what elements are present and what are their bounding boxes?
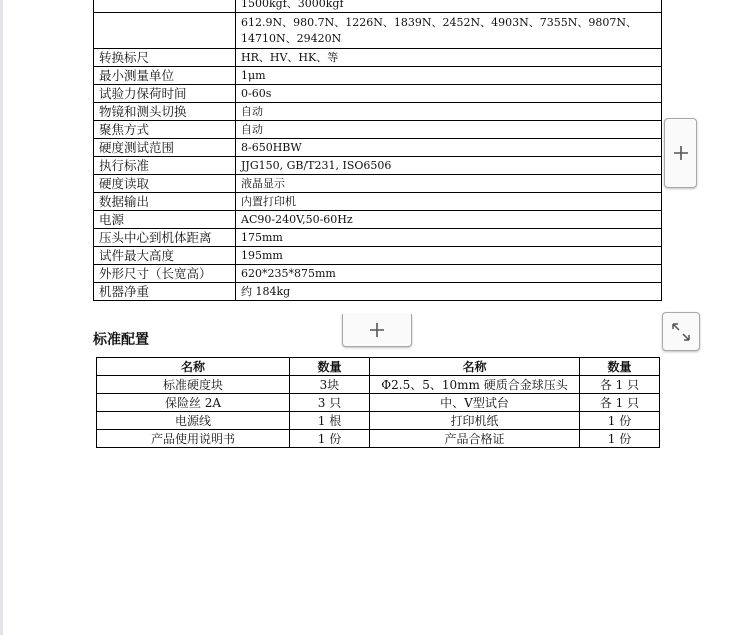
spec-key: 硬度测试范围 [94, 139, 236, 157]
spec-row [94, 49, 662, 67]
expand-button[interactable] [662, 312, 700, 351]
spec-key [94, 0, 236, 13]
col-header-name-2: 名称 [370, 358, 580, 376]
spec-value: JJG150, GB/T231, ISO6506 [236, 157, 662, 175]
add-column-button[interactable] [664, 118, 697, 188]
spec-row [94, 139, 662, 157]
spec-key: 电源 [94, 211, 236, 229]
config-cell: 保险丝 2A [97, 394, 290, 412]
col-header-qty-2: 数量 [580, 358, 660, 376]
config-cell: Φ2.5、5、10mm 硬质合金球压头 [370, 376, 580, 394]
spec-row [94, 211, 662, 229]
config-cell: 1 份 [290, 430, 370, 448]
spec-value: 内置打印机 [236, 193, 662, 211]
standard-config-title: 标准配置 [93, 332, 149, 348]
spec-key: 机器净重 [94, 283, 236, 301]
spec-row [94, 67, 662, 85]
config-cell: 1 份 [580, 430, 660, 448]
config-cell: 标准硬度块 [97, 376, 290, 394]
spec-row [94, 175, 662, 193]
config-row [97, 430, 660, 448]
spec-row [94, 13, 662, 49]
spec-value: 自动 [236, 121, 662, 139]
expand-icon [669, 320, 693, 344]
spec-key: 试验力保荷时间 [94, 85, 236, 103]
spec-row [94, 103, 662, 121]
spec-key: 物镜和测头切换 [94, 103, 236, 121]
spec-value: AC90-240V,50-60Hz [236, 211, 662, 229]
config-row [97, 394, 660, 412]
spec-key: 执行标准 [94, 157, 236, 175]
config-cell: 3 只 [290, 394, 370, 412]
spec-key: 最小测量单位 [94, 67, 236, 85]
config-cell: 电源线 [97, 412, 290, 430]
spec-row [94, 247, 662, 265]
spec-value: HR、HV、HK、等 [236, 49, 662, 67]
spec-value: 0-60s [236, 85, 662, 103]
spec-row [94, 157, 662, 175]
spec-row [94, 265, 662, 283]
spec-row [94, 121, 662, 139]
spec-value: 175mm [236, 229, 662, 247]
spec-key: 试件最大高度 [94, 247, 236, 265]
config-table [96, 357, 660, 448]
config-cell: 各 1 只 [580, 376, 660, 394]
spec-value: 612.9N、980.7N、1226N、1839N、2452N、4903N、7355N、9807N、14710N、29420N [236, 13, 662, 49]
spec-row [94, 193, 662, 211]
config-header-row [97, 358, 660, 376]
spec-value: 1μm [236, 67, 662, 85]
col-header-qty: 数量 [290, 358, 370, 376]
config-cell: 3块 [290, 376, 370, 394]
spec-key: 硬度读取 [94, 175, 236, 193]
config-cell: 打印机纸 [370, 412, 580, 430]
config-cell: 1 份 [580, 412, 660, 430]
spec-value: 8-650HBW [236, 139, 662, 157]
spec-key: 转换标尺 [94, 49, 236, 67]
spec-table [93, 0, 662, 301]
config-cell: 1 根 [290, 412, 370, 430]
add-row-button[interactable] [342, 314, 412, 347]
spec-row [94, 85, 662, 103]
config-cell: 产品合格证 [370, 430, 580, 448]
config-row [97, 412, 660, 430]
spec-value: 液晶显示 [236, 175, 662, 193]
config-cell: 各 1 只 [580, 394, 660, 412]
spec-value: 620*235*875mm [236, 265, 662, 283]
spec-value: 自动 [236, 103, 662, 121]
spec-row [94, 229, 662, 247]
spec-row [94, 283, 662, 301]
plus-icon [672, 144, 690, 162]
spec-key: 外形尺寸（长宽高） [94, 265, 236, 283]
spec-key: 聚焦方式 [94, 121, 236, 139]
spec-value: 约 184kg [236, 283, 662, 301]
plus-icon [368, 321, 386, 339]
config-cell: 中、V型试台 [370, 394, 580, 412]
left-scroll-rail [0, 0, 3, 635]
spec-value: 1500kgf、3000kgf [236, 0, 662, 13]
config-cell: 产品使用说明书 [97, 430, 290, 448]
spec-row [94, 0, 662, 13]
spec-key: 数据输出 [94, 193, 236, 211]
spec-key [94, 13, 236, 49]
spec-key: 压头中心到机体距离 [94, 229, 236, 247]
config-row [97, 376, 660, 394]
spec-value: 195mm [236, 247, 662, 265]
col-header-name: 名称 [97, 358, 290, 376]
